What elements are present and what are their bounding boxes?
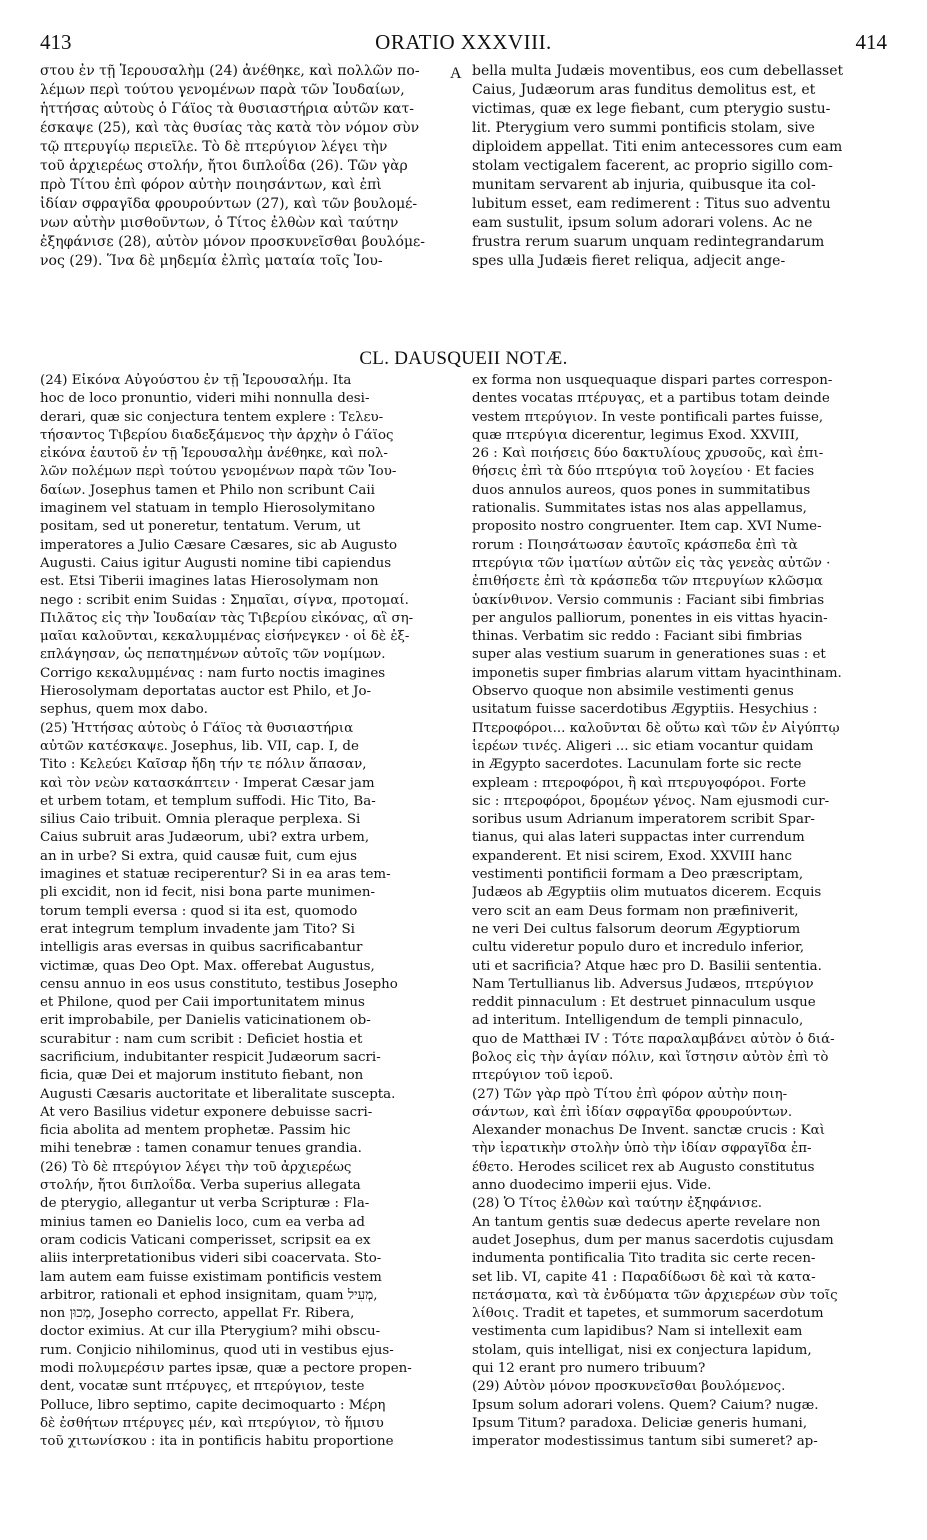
page-number-left: 413: [40, 30, 72, 54]
text-line: Polluce, libro septimo, capite decimoquarto : Μέρη: [40, 1397, 386, 1413]
text-line: ἰδίαν σφραγῖδα φρουρούντων (27), καὶ τῶν βουλομέ-: [40, 196, 418, 212]
text-line: lit. Pterygium vero summi pontificis stolam, sive: [472, 120, 815, 136]
text-line: μαῖαι καλοῦνται, κεκαλυμμένας εἰσήνεγκεν · οἱ δὲ ἐξ-: [40, 629, 410, 645]
text-line: vestimenti pontificii formam a Deo præscriptam,: [472, 867, 804, 883]
running-title: ORATIO XXXVIII.: [375, 30, 552, 54]
text-line: έσκαψε (25), καὶ τὰς θυσίας τὰς κατὰ τὸν νόμον σὺν: [40, 120, 420, 136]
text-line: eam sustulit, ipsum solum adorari volens. Ac ne: [472, 215, 813, 231]
text-line: lubitum esset, eam redimerent : Titus suo adventu: [472, 196, 831, 212]
text-line: εἰκόνα ἑαυτοῦ ἐν τῇ Ἱερουσαλὴμ ἀνέθηκε, καὶ πολ-: [40, 446, 388, 462]
text-line: intelligis aras eversas in quibus sacrificabantur: [40, 940, 363, 956]
text-line: σάντων, καὶ ἐπὶ ἰδίαν σφραγῖδα φρουρούντων.: [472, 1104, 793, 1120]
text-line: indumenta pontificalia Tito tradita sic certe recen-: [472, 1251, 816, 1267]
greek-text-column: [40, 62, 443, 271]
text-line: pli excidit, non id fecit, nisi bona parte munimen-: [40, 885, 375, 901]
text-line: Judæos ab Ægyptiis olim mutuatos dicerem. Ecquis: [472, 885, 822, 901]
text-line: (27) Τῶν γὰρ πρὸ Τίτου ἐπὶ φόρον αὐτὴν ποιη-: [472, 1086, 788, 1102]
text-line: At vero Basilius videtur exponere debuisse sacri-: [40, 1104, 373, 1120]
notes-heading: CL. DAUSQUEII NOTÆ.: [359, 348, 568, 369]
text-line: uti et sacrificia? Atque hæc pro D. Basilii sententia.: [472, 958, 822, 974]
text-line: super alas vestium suarum in generationes suas : et: [472, 647, 826, 663]
text-line: τῷ πτερυγίῳ περιεῖλε. Τὸ δὲ πτερύγιον λέγει τὴν: [40, 139, 388, 155]
text-line: ἐξηφάνισε (28), αὐτὸν μόνον προσκυνεῖσθαι βουλόμε-: [40, 234, 426, 250]
text-line: τὴν ἱερατικὴν στολὴν ὑπὸ τὴν ἰδίαν σφραγῖδα ἐπ-: [472, 1141, 812, 1157]
text-line: imponetis super fimbrias alarum vittam hyacinthinam.: [472, 665, 842, 681]
text-line: ἐπιθήσετε ἐπὶ τὰ κράσπεδα τῶν πτερυγίων κλῶσμα: [472, 574, 823, 590]
text-line: λέμων περὶ τούτου γενομένων παρὰ τῶν Ἰουδαίων,: [40, 82, 405, 98]
text-line: sic : πτεροφόροι, δρομέων γένος. Nam ejusmodi cur-: [472, 793, 830, 809]
text-line: τοῦ ἀρχιερέως στολήν, ἤτοι διπλοΐδα (26). Τῶν γὰρ: [40, 158, 408, 174]
text-line: scurabitur : nam cum scribit : Deficiet hostia et: [40, 1031, 363, 1047]
text-line: vestem πτερύγιον. In veste pontificali partes fuisse,: [472, 409, 824, 425]
text-line: ὑακίνθινον. Versio communis : Faciant sibi fimbrias: [472, 592, 825, 608]
text-line: (26) Τὸ δὲ πτερύγιον λέγει τὴν τοῦ ἀρχιερέως: [40, 1159, 352, 1175]
text-line: derari, quæ sic conjectura tentem explere : Τελευ-: [40, 409, 384, 425]
text-line: set lib. VI, capite 41 : Παραδίδωσι δὲ καὶ τὰ κατα-: [472, 1269, 816, 1285]
text-line: Augusti. Caius igitur Augusti nomine tibi capiendus: [40, 555, 392, 571]
text-line: imaginem vel statuam in templo Hierosolymitano: [40, 501, 376, 517]
text-line: rum. Conjicio nihilominus, quod uti in vestibus ejus-: [40, 1342, 394, 1358]
text-line: et Philone, quod per Caii importunitatem minus: [40, 995, 365, 1011]
text-line: imperatores a Julio Cæsare Cæsares, sic ab Augusto: [40, 537, 398, 553]
text-line: νων αὐτὴν μισθοῦντων, ὁ Τίτος ἐλθὼν καὶ ταύτην: [40, 215, 399, 231]
text-line: per angulos palliorum, ponentes in eis vittas hyacin-: [472, 610, 828, 626]
text-line: Hierosolymam deportatas auctor est Philo, et Jo-: [40, 684, 372, 700]
text-line: πτερύγια τῶν ἱματίων αὐτῶν εἰς τὰς γενεὰς αὐτῶν ·: [472, 555, 831, 571]
text-line: imperator modestissimus tantum sibi sumeret? ap-: [472, 1434, 818, 1450]
text-line: de pterygio, allegantur ut verba Scripturæ : Fla-: [40, 1196, 370, 1212]
text-line: τήσαντος Τιβερίου διαδεξάμενος τὴν ἀρχὴν ὁ Γάϊος: [40, 427, 394, 443]
text-line: hoc de loco pronuntio, videri mihi nonnulla desi-: [40, 391, 370, 407]
text-line: stolam, quis intelligat, nisi ex conjectura lapidum,: [472, 1342, 812, 1358]
text-line: πτερύγιον τοῦ ἱεροῦ.: [472, 1068, 614, 1084]
text-line: quo de Matthæi IV : Τότε παραλαμβάνει αὐτὸν ὁ διά-: [472, 1031, 835, 1047]
text-line: anno duodecimo imperii ejus. Vide.: [472, 1178, 712, 1194]
text-line: modi πολυμερέσιν partes ipsæ, quæ a pectore propen-: [40, 1361, 412, 1377]
text-line: tianus, qui alas lateri suppactas inter currendum: [472, 830, 805, 846]
text-line: spes ulla Judæis fieret reliqua, adjecit ange-: [472, 253, 786, 269]
text-line: Tito : Κελεύει Καῖσαρ ἤδη τήν τε πόλιν ἅπασαν,: [40, 757, 367, 773]
text-line: Ipsum Titum? paradoxa. Deliciæ generis humani,: [472, 1415, 808, 1431]
text-line: aliis interpretationibus videri sibi coacervata. Sto-: [40, 1251, 382, 1267]
text-line: (25) Ἡττήσας αὐτοὺς ὁ Γάϊος τὰ θυσιαστήρια: [40, 720, 354, 736]
text-line: censu annuo in eos usus constituto, testibus Josepho: [40, 976, 398, 992]
text-line: est. Etsi Tiberii imagines latas Hierosolymam non: [40, 574, 379, 590]
page-number-right: 414: [855, 30, 887, 54]
text-line: diploidem appellat. Titi enim antecessores cum eam: [472, 139, 843, 155]
text-line: proposito nostro congruenter. Item cap. XVI Nume-: [472, 519, 822, 535]
text-line: doctor eximius. At cur illa Pterygium? mihi obscu-: [40, 1324, 381, 1340]
text-line: dent, vocatæ sunt πτέρυγες, et πτερύγιον, teste: [40, 1379, 365, 1395]
text-line: (28) Ὁ Τίτος ἐλθὼν καὶ ταύτην ἐξηφάνισε.: [472, 1196, 763, 1212]
text-line: erat integrum templum invadente jam Tito? Si: [40, 921, 355, 937]
text-line: στολήν, ἤτοι διπλοΐδα. Verba superius allegata: [40, 1178, 361, 1194]
text-line: δὲ ἐσθήτων πτέρυγες μέν, καὶ πτερύγιον, τὸ ἥμισυ: [40, 1415, 384, 1431]
notes-right-column: [472, 372, 892, 1452]
text-line: ex forma non usquequaque dispari partes correspon-: [472, 373, 833, 388]
text-line: Πιλᾶτος εἰς τὴν Ἰουδαίαν τὰς Τιβερίου εἰκόνας, αἳ ση-: [40, 610, 414, 626]
text-line: νος (29). Ἵνα δὲ μηδεμία ἐλπὶς ματαία τοῖς Ἰου-: [40, 253, 383, 269]
text-line: vestimenta cum lapidibus? Nam si intellexit eam: [472, 1324, 803, 1340]
page-header: [40, 30, 887, 64]
text-line: rorum : Ποιησάτωσαν ἑαυτοῖς κράσπεδα ἐπὶ τὰ: [472, 537, 798, 553]
text-line: erit improbabile, per Danielis vaticinationem ob-: [40, 1013, 371, 1029]
text-line: positam, sed ut poneretur, tentatum. Verum, ut: [40, 519, 361, 535]
text-line: Observo quoque non absimile vestimenti genus: [472, 684, 794, 700]
text-line: λίθοις. Tradit et tapetes, et summorum sacerdotum: [472, 1306, 824, 1322]
text-line: An tantum gentis suæ dedecus aperte revelare non: [472, 1214, 821, 1230]
text-line: stolam vectigalem facerent, ac proprio sigillo com-: [472, 158, 833, 174]
text-line: sacrificium, indubitanter respicit Judæorum sacri-: [40, 1049, 381, 1065]
text-line: έθετο. Herodes scilicet rex ab Augusto constitutus: [472, 1159, 815, 1175]
text-line: δαίων. Josephus tamen et Philo non scribunt Caii: [40, 482, 375, 498]
text-line: Ipsum solum adorari volens. Quem? Caium? nugæ.: [472, 1397, 819, 1413]
text-line: qui 12 erant pro numero tribuum?: [472, 1361, 706, 1377]
text-line: victimæ, quas Deo Opt. Max. offerebat Augustus,: [40, 958, 375, 974]
text-line: torum templi eversa : quod si ita est, quomodo: [40, 903, 358, 919]
text-line: ἱερέων τινές. Aligeri ... sic etiam vocantur quidam: [472, 738, 814, 754]
text-line: Πτεροφόροι... καλοῦνται δὲ οὕτω καὶ τῶν ἐν Αἰγύπτῳ: [472, 720, 840, 736]
text-line: et urbem totam, et templum suffodi. Hic Tito, Ba-: [40, 793, 376, 809]
text-line: munitam servarent ab injuria, quibusque ita col-: [472, 177, 816, 193]
text-line: expleam : πτεροφόροι, ἢ καὶ πτερυγοφόροι. Forte: [472, 775, 807, 791]
text-line: cultu videretur populo duro et incredulo inferior,: [472, 940, 805, 956]
text-line: Corrigo κεκαλυμμένας : nam furto noctis imagines: [40, 665, 386, 681]
text-line: an in urbe? Si extra, quid causæ fuit, cum ejus: [40, 848, 357, 864]
text-line: frustra rerum suarum unquam redintegrandarum: [472, 234, 825, 250]
text-line: duos annulos aureos, quos pones in summitatibus: [472, 482, 811, 498]
text-line: (29) Αὐτὸν μόνον προσκυνεῖσθαι βουλόμενος.: [472, 1379, 786, 1395]
text-line: victimas, quæ ex lege fiebant, cum pterygio sustu-: [472, 101, 831, 117]
text-line: usitatum fuisse sacerdotibus Ægyptiis. Hesychius :: [472, 702, 818, 718]
text-line: Caius, Judæorum aras funditus demolitus est, et: [472, 82, 816, 98]
text-line: bella multa Judæis moventibus, eos cum debellasset: [472, 63, 844, 79]
text-line: βολος εἰς τὴν ἁγίαν πόλιν, καὶ ἵστησιν αὐτὸν ἐπὶ τὸ: [472, 1049, 829, 1065]
text-line: oram codicis Vaticani comperisset, scripsit ea ex: [40, 1232, 371, 1248]
text-line: επλάγησαν, ὡς πεπατημένων αὐτοῖς τῶν νομίμων.: [40, 647, 386, 663]
text-line: Caius subruit aras Judæorum, ubi? extra urbem,: [40, 830, 370, 846]
text-line: thinas. Verbatim sic reddo : Faciant sibi fimbrias: [472, 629, 803, 645]
text-line: ficia abolita ad mentem prophetæ. Passim hic: [40, 1123, 351, 1139]
text-line: arbitror, rationali et ephod insignitam, quam מְעִיל,: [40, 1287, 378, 1303]
text-line: (24) Εἰκόνα Αὐγούστου ἐν τῇ Ἱερουσαλήμ. Ita: [40, 373, 352, 388]
text-line: rationalis. Summitates istas nos alas appellamus,: [472, 501, 807, 517]
text-line: reddit pinnaculum : Et destruet pinnaculum usque: [472, 995, 816, 1011]
text-line: audet Josephus, dum per manus sacerdotis cujusdam: [472, 1232, 834, 1248]
text-line: ἡττήσας αὐτοὺς ὁ Γάϊος τὰ θυσιαστήρια αὐτῶν κατ-: [40, 101, 414, 117]
text-line: nego : scribit enim Suidas : Σημαῖαι, σίγνα, προτομαί.: [40, 592, 409, 608]
text-line: in Ægypto sacerdotes. Lacunulam forte sic recte: [472, 757, 802, 773]
text-line: imagines et statuæ reciperentur? Si in ea aras tem-: [40, 867, 391, 883]
text-line: mihi tenebræ : tamen conamur tenues grandia.: [40, 1141, 362, 1157]
text-line: sephus, quem mox dabo.: [40, 702, 208, 718]
text-line: quæ πτερύγια dicerentur, legimus Exod. XXVIII,: [472, 427, 800, 443]
text-line: soribus usum Adrianum imperatorem scribit Spar-: [472, 812, 815, 828]
text-line: τοῦ χιτωνίσκου : ita in pontificis habitu proportione: [40, 1434, 394, 1450]
text-line: ad interitum. Intelligendum de templi pinnaculo,: [472, 1013, 804, 1029]
section-marker: A: [450, 65, 462, 82]
text-line: expanderent. Et nisi scirem, Exod. XXVIII hanc: [472, 848, 792, 864]
text-line: καὶ τὸν νεὼν κατασκάπτειν · Imperat Cæsar jam: [40, 775, 375, 791]
text-line: ne veri Dei cultus falsorum deorum Ægyptiorum: [472, 921, 801, 937]
text-line: αὐτῶν κατέσκαψε. Josephus, lib. VII, cap. I, de: [40, 738, 359, 754]
text-line: minius tamen eo Danielis loco, cum ea verba ad: [40, 1214, 365, 1230]
text-line: Nam Tertullianus lib. Adversus Judæos, πτερύγιον: [472, 976, 814, 992]
latin-translation-column: [472, 62, 892, 271]
text-line: λῶν πολέμων περὶ τούτου γενομένων παρὰ τῶν Ἰου-: [40, 464, 397, 480]
text-line: πετάσματα, καὶ τὰ ἐνδύματα τῶν ἀρχιερέων σὺν τοῖς: [472, 1287, 838, 1303]
text-line: Alexander monachus De Invent. sanctæ crucis : Καὶ: [472, 1123, 825, 1139]
text-line: non מְכוּן, Josepho correcto, appellat Fr. Ribera,: [40, 1306, 355, 1322]
text-line: στου ἐν τῇ Ἱερουσαλὴμ (24) ἀνέθηκε, καὶ πολλῶν πο-: [40, 63, 420, 79]
text-line: lam autem eam fuisse existimam pontificis vestem: [40, 1269, 382, 1285]
text-line: 26 : Καὶ ποιήσεις δύο δακτυλίους χρυσοῦς, καὶ ἐπι-: [472, 446, 824, 462]
text-line: dentes vocatas πτέρυγας, et a partibus totam deinde: [472, 391, 830, 407]
text-line: silius Caio tribuit. Omnia pleraque perplexa. Si: [40, 812, 361, 828]
text-line: ficia, quæ Dei et majorum instituto fiebant, non: [40, 1068, 364, 1084]
text-line: Augusti Cæsaris auctoritate et liberalitate suscepta.: [40, 1086, 396, 1102]
notes-left-column: [40, 372, 455, 1452]
text-line: θήσεις ἐπὶ τὰ δύο πτερύγια τοῦ λογείου · Et facies: [472, 464, 815, 480]
text-line: vero scit an eam Deus formam non præfiniverit,: [472, 903, 799, 919]
text-line: πρὸ Τίτου ἐπὶ φόρον αὐτὴν ποιησάντων, καὶ ἐπὶ: [40, 177, 382, 193]
